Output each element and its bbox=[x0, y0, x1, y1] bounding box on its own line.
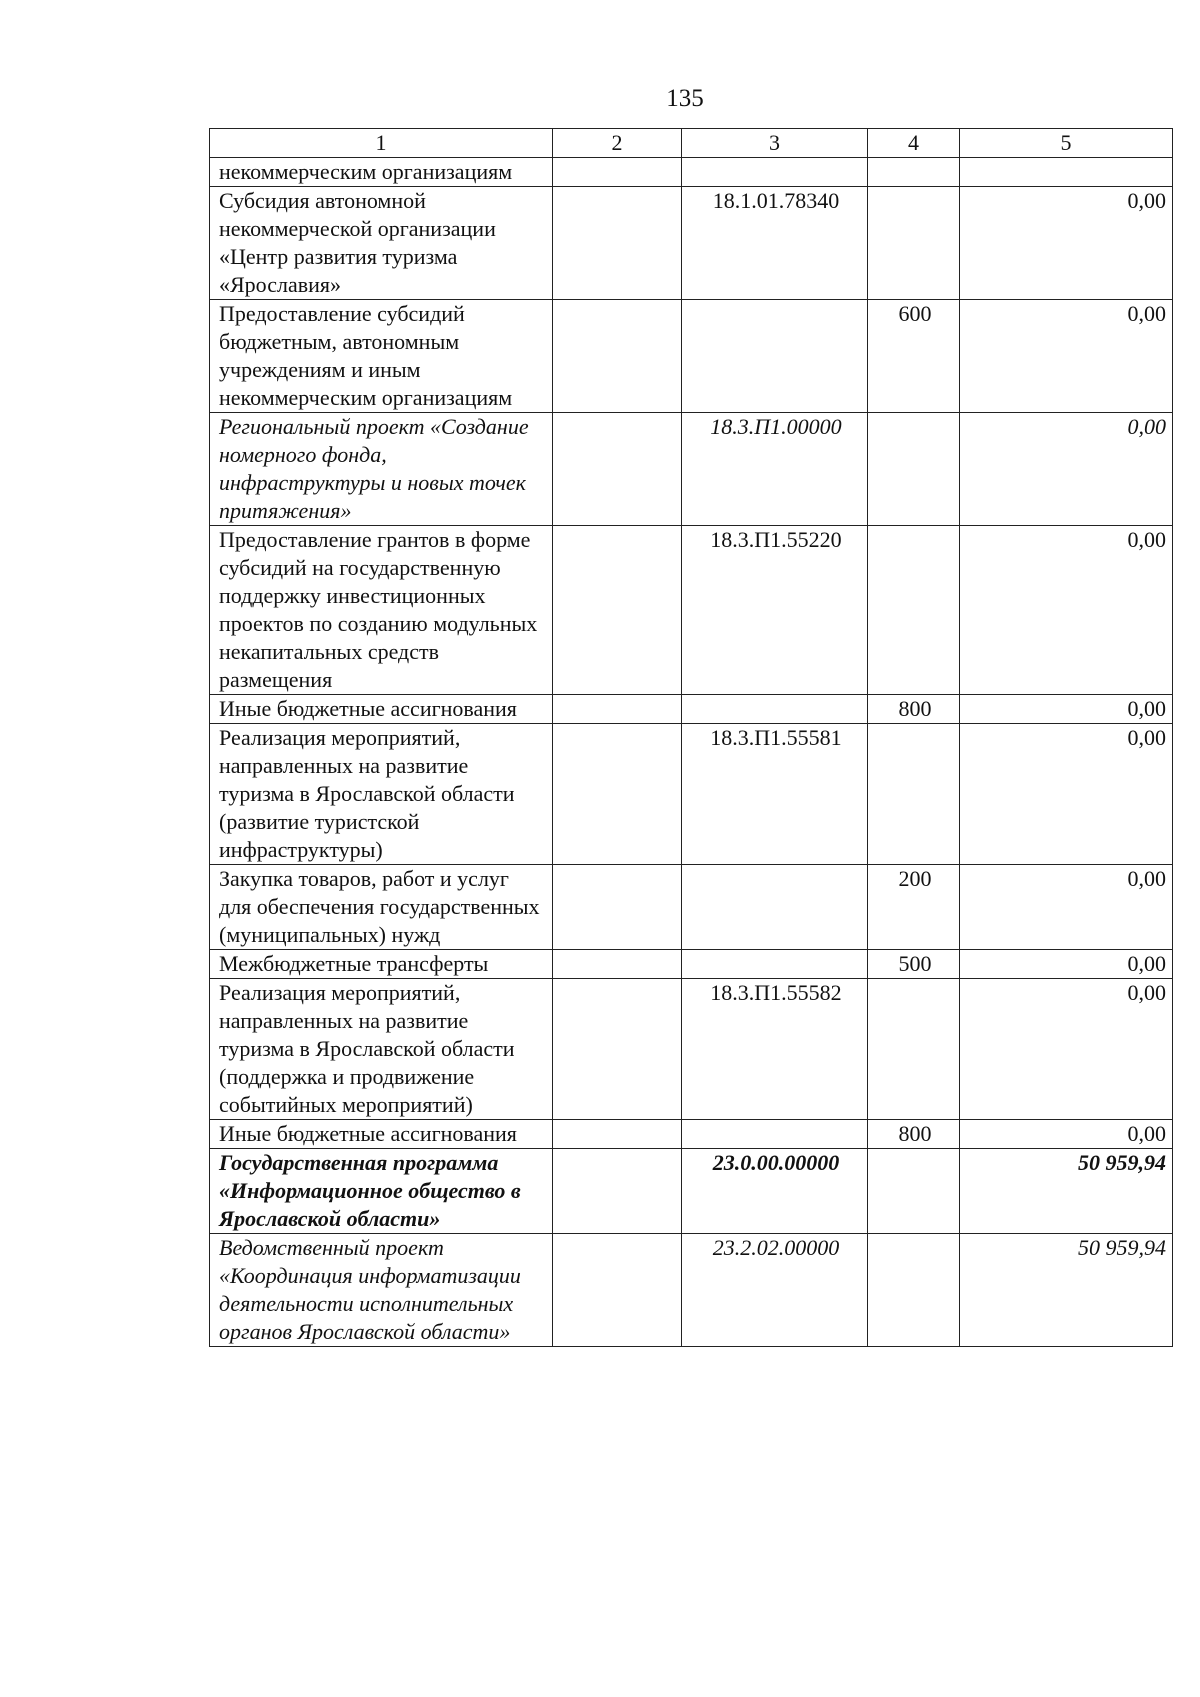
row-name: Региональный проект «Создание номерного фонда, инфраструктуры и новых точек притяжения» bbox=[210, 413, 553, 526]
header-col-1: 1 bbox=[210, 129, 553, 158]
row-code bbox=[682, 300, 868, 413]
row-name: Иные бюджетные ассигнования bbox=[210, 695, 553, 724]
table-row bbox=[210, 865, 1173, 950]
row-col2 bbox=[553, 158, 682, 187]
row-amount: 0,00 bbox=[960, 1120, 1173, 1149]
row-type bbox=[868, 526, 960, 695]
table-row bbox=[210, 1149, 1173, 1234]
budget-table bbox=[209, 128, 1173, 1347]
row-code bbox=[682, 1120, 868, 1149]
row-name: Закупка товаров, работ и услуг для обеспечения государственных (муниципальных) нужд bbox=[210, 865, 553, 950]
row-name: Межбюджетные трансферты bbox=[210, 950, 553, 979]
row-code bbox=[682, 695, 868, 724]
row-type bbox=[868, 979, 960, 1120]
row-name: Ведомственный проект «Координация информатизации деятельности исполнительных органов Ярославской области» bbox=[210, 1234, 553, 1347]
row-type: 800 bbox=[868, 695, 960, 724]
row-col2 bbox=[553, 1149, 682, 1234]
row-name: Реализация мероприятий, направленных на развитие туризма в Ярославской области (развитие туристской инфраструктуры) bbox=[210, 724, 553, 865]
row-amount bbox=[960, 158, 1173, 187]
table-row bbox=[210, 526, 1173, 695]
table-row bbox=[210, 695, 1173, 724]
row-amount: 0,00 bbox=[960, 300, 1173, 413]
row-col2 bbox=[553, 979, 682, 1120]
row-name: Предоставление субсидий бюджетным, автономным учреждениям и иным некоммерческим организациям bbox=[210, 300, 553, 413]
row-code bbox=[682, 158, 868, 187]
row-amount: 0,00 bbox=[960, 950, 1173, 979]
row-type bbox=[868, 1234, 960, 1347]
row-amount: 0,00 bbox=[960, 526, 1173, 695]
row-name: некоммерческим организациям bbox=[210, 158, 553, 187]
table-body bbox=[210, 158, 1173, 1347]
row-col2 bbox=[553, 1120, 682, 1149]
row-code: 23.0.00.00000 bbox=[682, 1149, 868, 1234]
row-col2 bbox=[553, 413, 682, 526]
row-type bbox=[868, 187, 960, 300]
row-name: Иные бюджетные ассигнования bbox=[210, 1120, 553, 1149]
row-col2 bbox=[553, 695, 682, 724]
row-code: 18.3.П1.00000 bbox=[682, 413, 868, 526]
row-code: 18.3.П1.55581 bbox=[682, 724, 868, 865]
row-type: 600 bbox=[868, 300, 960, 413]
header-col-4: 4 bbox=[868, 129, 960, 158]
row-type: 200 bbox=[868, 865, 960, 950]
row-code bbox=[682, 950, 868, 979]
row-amount: 0,00 bbox=[960, 865, 1173, 950]
header-col-3: 3 bbox=[682, 129, 868, 158]
row-name: Субсидия автономной некоммерческой организации «Центр развития туризма «Ярославия» bbox=[210, 187, 553, 300]
row-amount: 0,00 bbox=[960, 187, 1173, 300]
row-name: Реализация мероприятий, направленных на развитие туризма в Ярославской области (поддержка и продвижение событийных мероприятий) bbox=[210, 979, 553, 1120]
row-col2 bbox=[553, 724, 682, 865]
row-amount: 50 959,94 bbox=[960, 1149, 1173, 1234]
row-col2 bbox=[553, 1234, 682, 1347]
row-code: 18.3.П1.55582 bbox=[682, 979, 868, 1120]
table-row bbox=[210, 413, 1173, 526]
table-row bbox=[210, 1234, 1173, 1347]
row-col2 bbox=[553, 865, 682, 950]
table-row bbox=[210, 724, 1173, 865]
row-name: Государственная программа «Информационное общество в Ярославской области» bbox=[210, 1149, 553, 1234]
row-code: 23.2.02.00000 bbox=[682, 1234, 868, 1347]
row-amount: 0,00 bbox=[960, 979, 1173, 1120]
table-row bbox=[210, 158, 1173, 187]
table-row bbox=[210, 950, 1173, 979]
row-amount: 0,00 bbox=[960, 724, 1173, 865]
row-type bbox=[868, 413, 960, 526]
row-code bbox=[682, 865, 868, 950]
row-code: 18.3.П1.55220 bbox=[682, 526, 868, 695]
header-row bbox=[210, 129, 1173, 158]
row-name: Предоставление грантов в форме субсидий на государственную поддержку инвестиционных проектов по созданию модульных некапитальных средств размещения bbox=[210, 526, 553, 695]
row-col2 bbox=[553, 526, 682, 695]
table-row bbox=[210, 300, 1173, 413]
row-amount: 0,00 bbox=[960, 695, 1173, 724]
table-row bbox=[210, 187, 1173, 300]
row-type bbox=[868, 158, 960, 187]
table-row bbox=[210, 1120, 1173, 1149]
table-row bbox=[210, 979, 1173, 1120]
row-amount: 50 959,94 bbox=[960, 1234, 1173, 1347]
header-col-5: 5 bbox=[960, 129, 1173, 158]
row-type bbox=[868, 1149, 960, 1234]
row-col2 bbox=[553, 187, 682, 300]
row-col2 bbox=[553, 300, 682, 413]
row-type: 800 bbox=[868, 1120, 960, 1149]
row-type: 500 bbox=[868, 950, 960, 979]
page-number: 135 bbox=[666, 85, 704, 112]
header-col-2: 2 bbox=[553, 129, 682, 158]
row-col2 bbox=[553, 950, 682, 979]
row-amount: 0,00 bbox=[960, 413, 1173, 526]
row-type bbox=[868, 724, 960, 865]
row-code: 18.1.01.78340 bbox=[682, 187, 868, 300]
